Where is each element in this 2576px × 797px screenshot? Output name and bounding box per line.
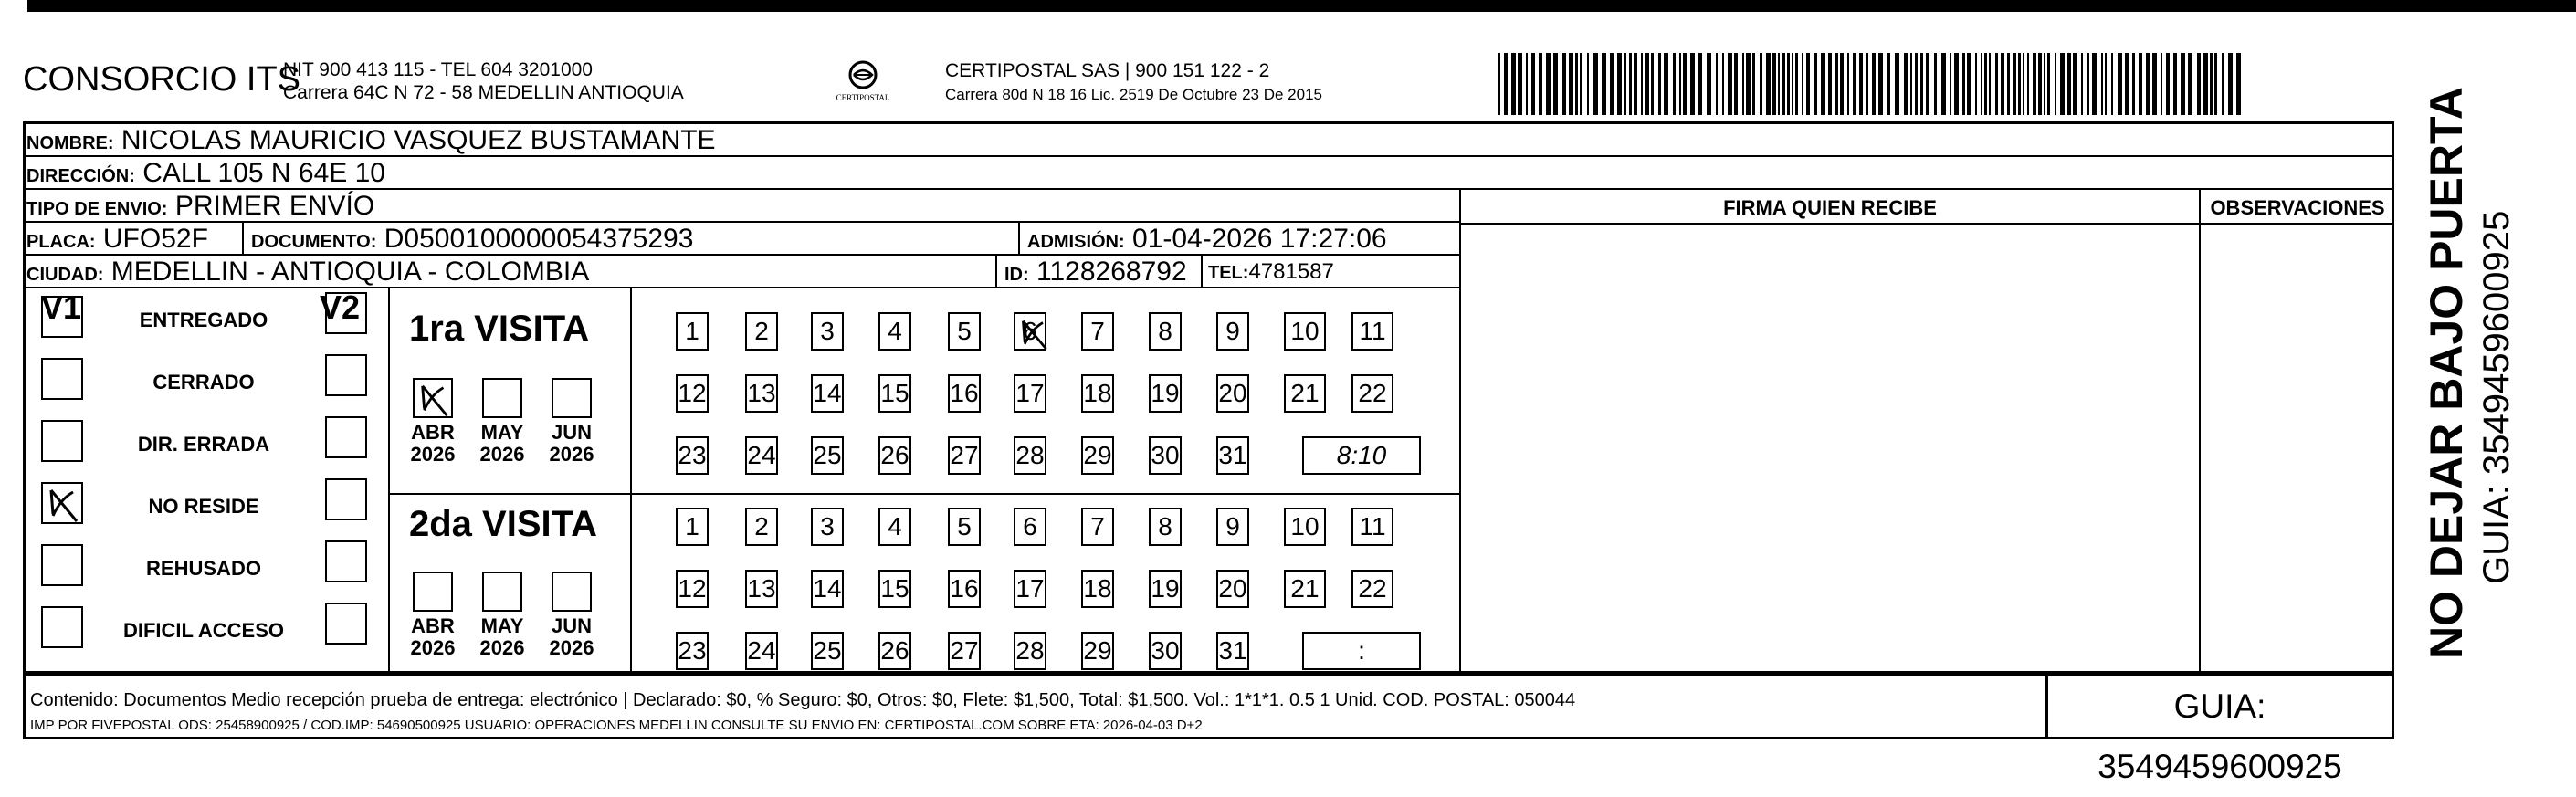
v2-checkbox[interactable] (325, 416, 367, 458)
time-box[interactable]: : (1302, 632, 1421, 670)
barcode-bar (1664, 53, 1668, 115)
day-box[interactable]: 16 (948, 374, 981, 413)
day-box[interactable]: 20 (1216, 374, 1249, 413)
barcode-bar (1610, 53, 1614, 115)
direccion-value: CALL 105 N 64E 10 (142, 158, 385, 188)
barcode-bar (1835, 53, 1838, 115)
v2-checkbox[interactable] (325, 292, 367, 334)
tel-label: TEL: (1208, 263, 1249, 283)
day-box[interactable]: 24 (745, 632, 778, 670)
barcode-bar (2152, 53, 2157, 115)
barcode-bar (1840, 53, 1844, 115)
barcode-bar (2188, 53, 2192, 115)
day-box[interactable]: 28 (1014, 632, 1046, 670)
barcode-bar (1617, 53, 1622, 115)
row-tipo (23, 190, 1461, 223)
day-box[interactable]: 5 (948, 508, 981, 546)
documento-label: DOCUMENTO: (251, 232, 377, 252)
day-box[interactable]: 30 (1149, 436, 1182, 475)
barcode-bar (2023, 53, 2024, 115)
day-box[interactable]: 16 (948, 570, 981, 608)
month-checkbox[interactable] (413, 378, 453, 418)
barcode-bar (2111, 53, 2113, 115)
month-year: 2026 (410, 636, 456, 659)
barcode-bar (2055, 53, 2056, 115)
barcode-bar (1859, 53, 1863, 115)
month-label (475, 422, 530, 466)
day-box[interactable]: 11 (1351, 312, 1393, 351)
status-label: DIFICIL ACCESO (122, 619, 284, 642)
logo-text: CERTIPOSTAL (836, 93, 890, 102)
v1-checkbox[interactable] (41, 606, 83, 648)
firma-header: FIRMA QUIEN RECIBE (1723, 196, 1937, 219)
barcode-bar (1934, 53, 1937, 115)
month-checkbox[interactable] (482, 378, 522, 418)
barcode-bar (1690, 53, 1695, 115)
barcode-bar (2214, 53, 2217, 115)
barcode-bar (1847, 53, 1849, 115)
barcode-bar (1806, 53, 1810, 115)
footer-line1: Contenido: Documentos Medio recepción prueba de entrega: electrónico | Declarado: $0, % Seguro: $0, Otros: $0, Flete: $1,500, Total: $1,500. Vol.: 1*1*1. 0.5 1 Unid. COD. POSTAL: 050044 (30, 690, 1576, 710)
barcode (1498, 53, 2246, 115)
barcode-bar (2132, 53, 2135, 115)
barcode-bar (1641, 53, 1643, 115)
day-box[interactable]: 3 (811, 312, 844, 351)
v1-checkbox[interactable] (41, 296, 83, 338)
day-box[interactable]: 17 (1014, 374, 1046, 413)
month-checkbox[interactable] (482, 572, 522, 612)
barcode-bar (1981, 53, 1982, 115)
barcode-bar (1752, 53, 1755, 115)
day-box[interactable]: 23 (676, 436, 709, 475)
certi-line1: CERTIPOSTAL SAS | 900 151 122 - 2 (945, 60, 1270, 81)
barcode-bar (2210, 53, 2213, 115)
barcode-bar (2067, 53, 2071, 115)
barcode-bar (1707, 53, 1711, 115)
barcode-bar (1629, 53, 1632, 115)
day-box[interactable]: 15 (878, 570, 911, 608)
status-label: NO RESIDE (148, 495, 259, 518)
barcode-bar (2222, 53, 2224, 115)
day-box[interactable]: 10 (1284, 508, 1326, 546)
barcode-bar (1787, 53, 1790, 115)
barcode-bar (1920, 53, 1923, 115)
barcode-bar (2105, 53, 2107, 115)
barcode-bar (1575, 53, 1578, 115)
barcode-bar (2197, 53, 2201, 115)
observations-left-border (2199, 190, 2201, 674)
day-box[interactable]: 14 (811, 570, 844, 608)
handwritten-x-mark (417, 383, 452, 417)
barcode-bar (1651, 53, 1654, 115)
barcode-bar (2018, 53, 2021, 115)
day-box[interactable]: 22 (1351, 374, 1393, 413)
barcode-bar (2073, 53, 2077, 115)
barcode-bar (1624, 53, 1626, 115)
day-box[interactable]: 29 (1081, 436, 1114, 475)
day-box[interactable]: 9 (1216, 508, 1249, 546)
day-box[interactable]: 7 (1081, 312, 1114, 351)
barcode-bar (2060, 53, 2065, 115)
day-box[interactable]: 18 (1081, 374, 1114, 413)
barcode-bar (2047, 53, 2050, 115)
barcode-bar (1941, 53, 1946, 115)
day-box[interactable]: 8 (1149, 508, 1182, 546)
admision-label: ADMISIÓN: (1027, 232, 1125, 252)
day-box[interactable]: 6 (1014, 312, 1046, 351)
barcode-bar (1683, 53, 1687, 115)
day-box[interactable]: 2 (745, 508, 778, 546)
handwritten-x-mark (1018, 317, 1051, 351)
month-name: ABR (411, 614, 455, 637)
day-box[interactable]: 18 (1081, 570, 1114, 608)
status-label: CERRADO (152, 371, 255, 393)
day-box[interactable]: 27 (948, 632, 981, 670)
barcode-bar (1962, 53, 1965, 115)
barcode-bar (1746, 53, 1751, 115)
day-box[interactable]: 21 (1284, 374, 1326, 413)
barcode-bar (1872, 53, 1876, 115)
barcode-bar (1546, 53, 1551, 115)
barcode-bar (2203, 53, 2208, 115)
barcode-bar (1760, 53, 1762, 115)
tipo-value: PRIMER ENVÍO (174, 191, 375, 221)
barcode-bar (1915, 53, 1918, 115)
observaciones-header: OBSERVACIONES (2210, 196, 2385, 219)
address-line: Carrera 64C N 72 - 58 MEDELLIN ANTIOQUIA (283, 82, 684, 103)
barcode-bar (2166, 53, 2170, 115)
status-label: DIR. ERRADA (137, 433, 270, 456)
barcode-bar (1645, 53, 1649, 115)
barcode-bar (1562, 53, 1566, 115)
day-box[interactable]: 13 (745, 374, 778, 413)
barcode-bar (1975, 53, 1977, 115)
barcode-bar (1989, 53, 1991, 115)
time-box[interactable]: 8:10 (1302, 436, 1421, 475)
direccion-label: DIRECCIÓN: (26, 166, 135, 186)
barcode-bar (1587, 53, 1589, 115)
no-dejar-bajo-puerta: NO DEJAR BAJO PUERTA (2421, 87, 2472, 659)
month-year: 2026 (410, 443, 456, 466)
month-label (544, 615, 599, 659)
barcode-bar (2236, 53, 2241, 115)
barcode-bar (1734, 53, 1738, 115)
barcode-bar (1658, 53, 1661, 115)
day-box[interactable]: 3 (811, 508, 844, 546)
day-box[interactable]: 24 (745, 436, 778, 475)
barcode-bar (1828, 53, 1832, 115)
barcode-bar (1853, 53, 1856, 115)
barcode-bar (1995, 53, 1998, 115)
day-box[interactable]: 19 (1149, 570, 1182, 608)
day-box[interactable]: 1 (676, 312, 709, 351)
day-box[interactable]: 6 (1014, 508, 1046, 546)
day-box[interactable]: 20 (1216, 570, 1249, 608)
v1-header: V1 (41, 288, 82, 326)
day-box[interactable]: 28 (1014, 436, 1046, 475)
barcode-bar (1895, 53, 1899, 115)
v2-checkbox[interactable] (325, 540, 367, 582)
barcode-bar (2087, 53, 2089, 115)
row-placa (23, 223, 1461, 256)
first-visit-title: 1ra VISITA (409, 309, 590, 349)
day-box[interactable]: 10 (1284, 312, 1326, 351)
documento-value: D0500100000054375293 (384, 224, 694, 254)
barcode-bar (1518, 53, 1522, 115)
day-box[interactable]: 27 (948, 436, 981, 475)
month-year: 2026 (549, 443, 594, 466)
tipo-label: TIPO DE ENVIO: (26, 199, 168, 219)
barcode-bar (1634, 53, 1637, 115)
status-label: REHUSADO (146, 557, 261, 580)
guia-box: GUIA: 3549459600925 (2045, 674, 2394, 739)
barcode-bar (2038, 53, 2042, 115)
day-box[interactable]: 7 (1081, 508, 1114, 546)
month-year: 2026 (479, 443, 525, 466)
nit-line: NIT 900 413 115 - TEL 604 3201000 (283, 59, 593, 80)
barcode-bar (2081, 53, 2083, 115)
barcode-bar (1580, 53, 1582, 115)
barcode-bar (1728, 53, 1732, 115)
month-name: JUN (551, 614, 592, 637)
barcode-bar (1602, 53, 1606, 115)
barcode-bar (1792, 53, 1793, 115)
v1-checkbox[interactable] (41, 482, 83, 524)
certipostal-info (945, 59, 1322, 107)
month-year: 2026 (549, 636, 594, 659)
month-name: MAY (480, 614, 524, 637)
barcode-bar (1866, 53, 1868, 115)
barcode-bar (2146, 53, 2150, 115)
barcode-bar (1531, 53, 1535, 115)
barcode-bar (1778, 53, 1780, 115)
month-name: JUN (551, 421, 592, 444)
day-box[interactable]: 26 (878, 436, 911, 475)
barcode-bar (1511, 53, 1516, 115)
day-box[interactable]: 2 (745, 312, 778, 351)
barcode-bar (1954, 53, 1959, 115)
barcode-bar (1526, 53, 1528, 115)
ciudad-label: CIUDAD: (26, 265, 104, 285)
placa-label: PLACA: (26, 232, 96, 252)
barcode-bar (2092, 53, 2097, 115)
day-box[interactable]: 1 (676, 508, 709, 546)
day-box[interactable]: 9 (1216, 312, 1249, 351)
nombre-value: NICOLAS MAURICIO VASQUEZ BUSTAMANTE (121, 125, 716, 155)
barcode-bar (1569, 53, 1573, 115)
barcode-bar (1772, 53, 1776, 115)
barcode-bar (2033, 53, 2036, 115)
day-box[interactable]: 14 (811, 374, 844, 413)
barcode-bar (1673, 53, 1676, 115)
id-label: ID: (1004, 265, 1029, 285)
tel-value: 4781587 (1248, 259, 1334, 284)
handwritten-x-mark (46, 487, 82, 523)
barcode-bar (1967, 53, 1971, 115)
day-box[interactable]: 19 (1149, 374, 1182, 413)
barcode-bar (1782, 53, 1785, 115)
month-checkbox[interactable] (552, 572, 592, 612)
certipostal-logo (822, 60, 904, 102)
barcode-bar (1904, 53, 1908, 115)
row-direccion (23, 157, 2394, 190)
v2-header: V2 (320, 288, 361, 326)
nombre-label: NOMBRE: (26, 133, 114, 153)
day-box[interactable]: 26 (878, 632, 911, 670)
day-box[interactable]: 30 (1149, 632, 1182, 670)
day-box[interactable]: 29 (1081, 632, 1114, 670)
barcode-bar (1910, 53, 1912, 115)
barcode-bar (2044, 53, 2045, 115)
barcode-bar (2007, 53, 2010, 115)
day-box[interactable]: 25 (811, 436, 844, 475)
side-guia: GUIA: 3549459600925 (2476, 210, 2517, 584)
placa-value: UFO52F (102, 224, 208, 254)
status-label: ENTREGADO (139, 309, 268, 331)
barcode-bar (2228, 53, 2233, 115)
day-box[interactable]: 5 (948, 312, 981, 351)
admision-value: 01-04-2026 17:27:06 (1132, 224, 1387, 254)
month-label (405, 422, 460, 466)
day-box[interactable]: 23 (676, 632, 709, 670)
month-name: MAY (480, 421, 524, 444)
day-box[interactable]: 4 (878, 508, 911, 546)
footer-line2: IMP POR FIVEPOSTAL ODS: 25458900925 / COD.IMP: 54690500925 USUARIO: OPERACIONES MEDELLIN CONSULTE SU ENVIO EN: CERTIPOSTAL.COM SOBRE ETA: 2026-04-03 D+2 (30, 718, 1203, 733)
barcode-bar (2118, 53, 2122, 115)
company-name: CONSORCIO ITS (23, 60, 301, 99)
month-label (405, 615, 460, 659)
barcode-bar (1593, 53, 1598, 115)
logo-icon (845, 60, 881, 93)
barcode-bar (1926, 53, 1929, 115)
v1-checkbox[interactable] (41, 420, 83, 462)
barcode-bar (2101, 53, 2103, 115)
barcode-bar (1766, 53, 1771, 115)
certi-line2: Carrera 80d N 18 16 Lic. 2519 De Octubre 23 De 2015 (945, 86, 1322, 103)
day-box[interactable]: 12 (676, 374, 709, 413)
barcode-bar (1679, 53, 1681, 115)
day-box[interactable]: 22 (1351, 570, 1393, 608)
day-box[interactable]: 4 (878, 312, 911, 351)
day-box[interactable]: 25 (811, 632, 844, 670)
month-label (475, 615, 530, 659)
barcode-bar (1553, 53, 1558, 115)
second-visit-title: 2da VISITA (409, 504, 597, 544)
signature-left-border (1459, 190, 1461, 674)
barcode-bar (1802, 53, 1803, 115)
row-ciudad (23, 256, 1461, 288)
day-box[interactable]: 31 (1216, 632, 1249, 670)
v1-checkbox[interactable] (41, 544, 83, 586)
day-box[interactable]: 21 (1284, 570, 1326, 608)
barcode-bar (1878, 53, 1883, 115)
barcode-bar (2139, 53, 2142, 115)
barcode-bar (2027, 53, 2029, 115)
barcode-bar (1504, 53, 1508, 115)
day-box[interactable]: 17 (1014, 570, 1046, 608)
day-box[interactable]: 31 (1216, 436, 1249, 475)
barcode-bar (2125, 53, 2129, 115)
barcode-bar (1950, 53, 1951, 115)
barcode-bar (1814, 53, 1817, 115)
barcode-bar (1498, 53, 1500, 115)
month-label (544, 422, 599, 466)
barcode-bar (1716, 53, 1718, 115)
day-box[interactable]: 11 (1351, 508, 1393, 546)
barcode-bar (1795, 53, 1798, 115)
barcode-bar (2173, 53, 2177, 115)
barcode-bar (2181, 53, 2185, 115)
barcode-bar (1539, 53, 1542, 115)
ciudad-value: MEDELLIN - ANTIOQUIA - COLOMBIA (110, 257, 590, 287)
month-checkbox[interactable] (552, 378, 592, 418)
v2-checkbox[interactable] (325, 354, 367, 396)
barcode-bar (1821, 53, 1825, 115)
month-year: 2026 (479, 636, 525, 659)
id-value: 1128268792 (1036, 257, 1187, 287)
top-border-bar (27, 0, 2576, 12)
company-info (283, 58, 684, 104)
day-box[interactable]: 8 (1149, 312, 1182, 351)
barcode-bar (1722, 53, 1724, 115)
month-name: ABR (411, 421, 455, 444)
row-nombre (23, 124, 2394, 157)
v2-checkbox[interactable] (325, 603, 367, 645)
month-checkbox[interactable] (413, 572, 453, 612)
barcode-bar (2013, 53, 2016, 115)
day-box[interactable]: 13 (745, 570, 778, 608)
barcode-bar (2161, 53, 2162, 115)
barcode-bar (1742, 53, 1744, 115)
v1-checkbox[interactable] (41, 358, 83, 400)
barcode-bar (1887, 53, 1890, 115)
barcode-bar (1984, 53, 1987, 115)
v2-checkbox[interactable] (325, 478, 367, 520)
barcode-bar (2001, 53, 2004, 115)
barcode-bar (1698, 53, 1702, 115)
day-box[interactable]: 15 (878, 374, 911, 413)
day-box[interactable]: 12 (676, 570, 709, 608)
